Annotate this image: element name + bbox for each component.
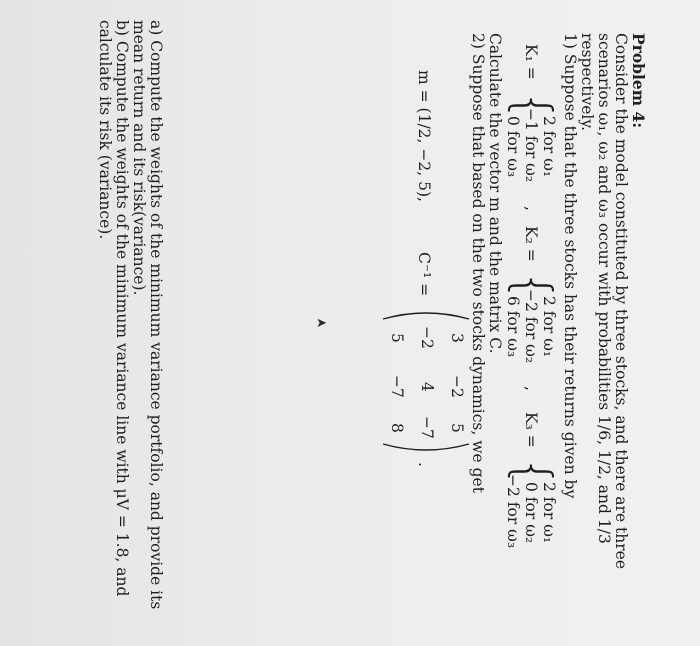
- question-line: mean return and its risk(variance).: [130, 20, 148, 296]
- matrix-end: .: [415, 462, 433, 467]
- k3-case: −2 for ω₃: [504, 474, 522, 549]
- k3-case: 2 for ω₁: [540, 482, 558, 544]
- k2-brace: {: [504, 270, 562, 302]
- k2-case: 6 for ω₃: [504, 296, 522, 358]
- matrix-cell: −7: [388, 375, 406, 398]
- part1-statement: 1) Suppose that the three stocks has their returns given by: [561, 33, 579, 499]
- question-line: calculate its risk (variance).: [96, 20, 114, 240]
- k2-label: K₂ =: [522, 226, 540, 262]
- intro-line: Consider the model constituted by three stocks, and there are three: [612, 33, 630, 570]
- matrix-right-paren: [381, 442, 471, 458]
- question-line: a) Compute the weights of the minimum variance portfolio, and provide its: [147, 20, 165, 610]
- matrix-cell: −2: [448, 375, 466, 398]
- k1-case: −1 for ω₂: [522, 108, 540, 183]
- matrix-left-paren: [381, 305, 471, 321]
- k1-case: 2 for ω₁: [540, 116, 558, 178]
- k3-brace: {: [504, 456, 562, 488]
- k2-case: 2 for ω₁: [540, 296, 558, 358]
- matrix-cell: 5: [448, 423, 466, 433]
- k2-case: −2 for ω₂: [522, 289, 540, 364]
- k1-brace: {: [504, 90, 562, 122]
- matrix-cell: 4: [418, 382, 436, 392]
- cinv-label: C⁻¹ =: [415, 252, 433, 297]
- k1-separator: ,: [522, 206, 540, 211]
- matrix-cell: 8: [388, 423, 406, 433]
- m-vector: m = (1/2, −2, 5),: [415, 70, 433, 202]
- question-line: b) Compute the weights of the minimum variance line with μV = 1.8, and: [113, 20, 131, 597]
- intro-line: respectively.: [578, 33, 596, 132]
- problem-title: Problem 4:: [629, 33, 648, 129]
- matrix-cell: −7: [418, 416, 436, 439]
- part1-task: Calculate the vector m and the matrix C.: [486, 33, 504, 354]
- k1-case: 0 for ω₃: [504, 116, 522, 178]
- matrix-cell: 5: [388, 333, 406, 343]
- part2-statement: 2) Suppose that based on the two stocks dynamics, we get: [469, 33, 487, 493]
- k3-label: K₃ =: [522, 412, 540, 448]
- intro-line: scenarios ω₁, ω₂ and ω₃ occur with probabilities 1/6, 1/2, and 1/3: [595, 33, 613, 544]
- k2-separator: ,: [522, 386, 540, 391]
- k3-case: 0 for ω₂: [522, 482, 540, 544]
- matrix-cell: 3: [448, 333, 466, 343]
- k1-label: K₁ =: [522, 44, 540, 80]
- mouse-pointer-icon: ➤: [316, 315, 327, 331]
- matrix-cell: −2: [418, 326, 436, 349]
